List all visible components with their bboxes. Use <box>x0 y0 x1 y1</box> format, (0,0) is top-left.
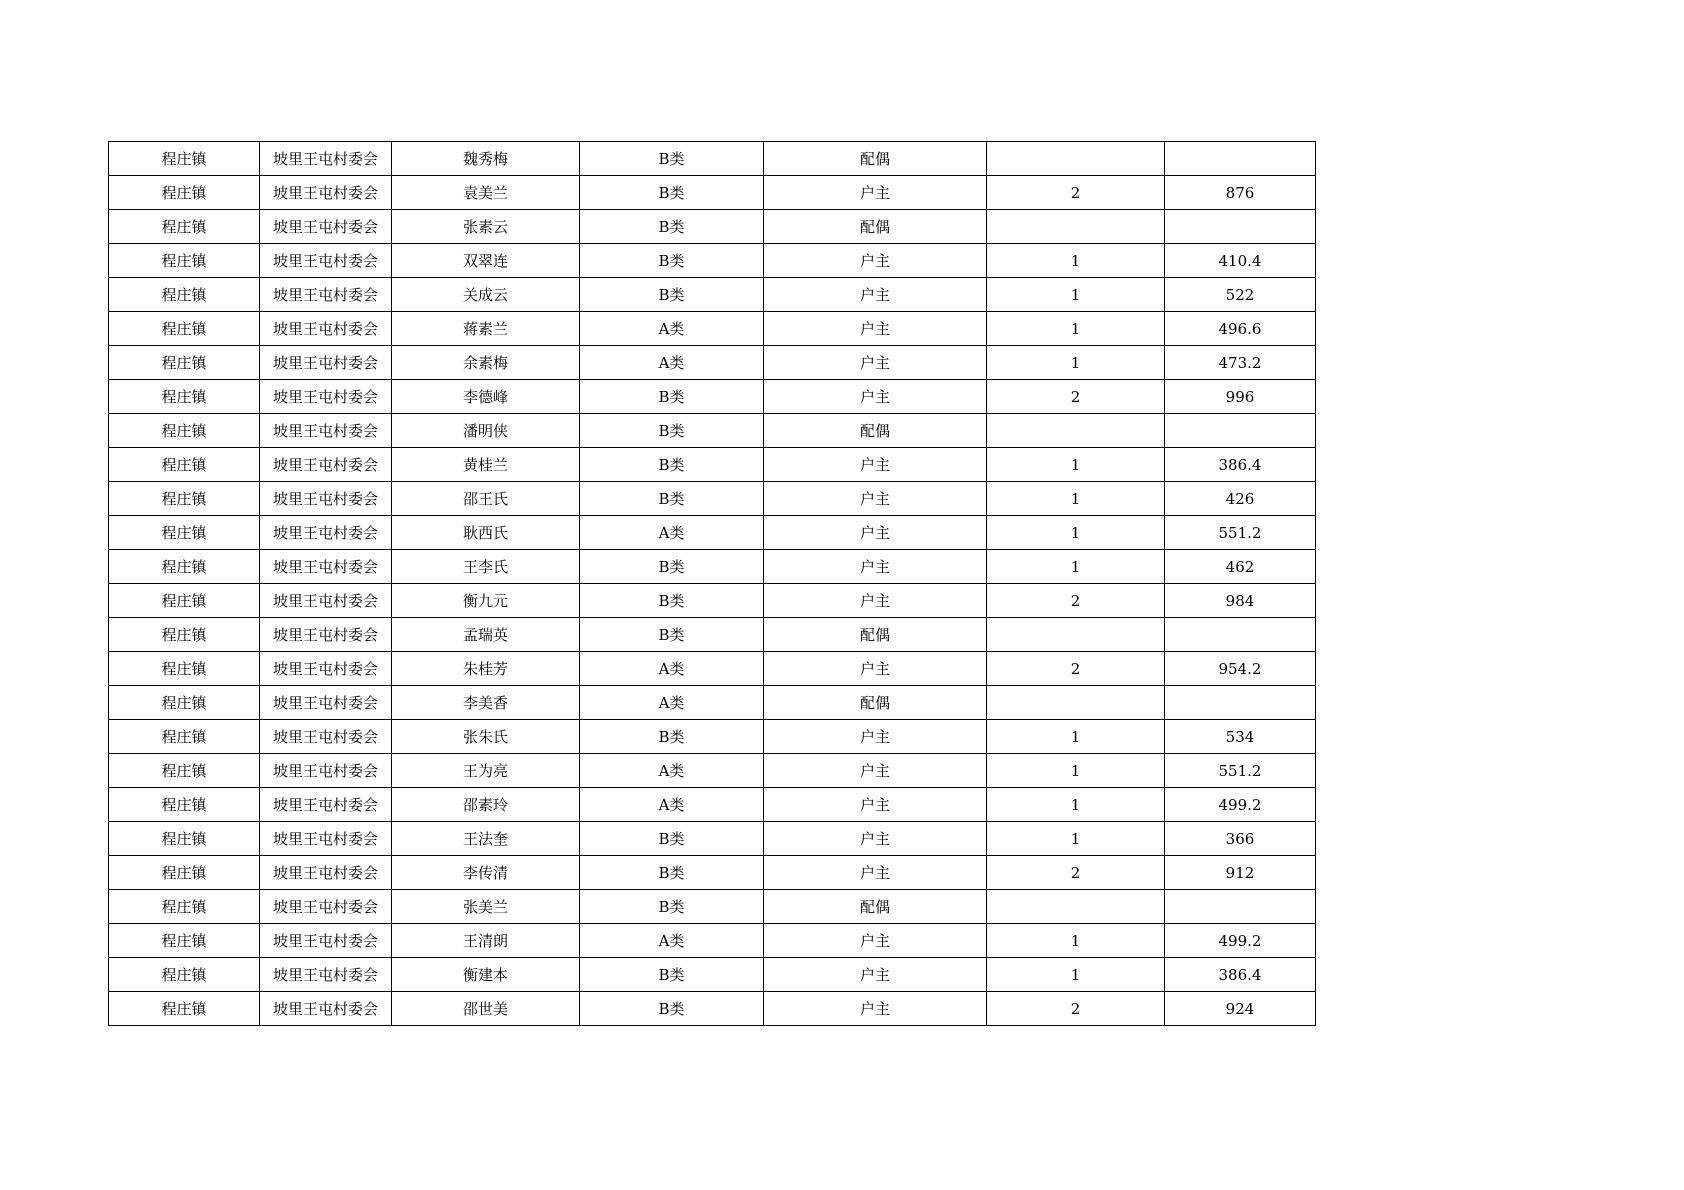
table-row <box>109 686 1316 720</box>
name-cell: 朱桂芳 <box>392 652 580 686</box>
category-cell: A类 <box>580 652 764 686</box>
table-row <box>109 210 1316 244</box>
category-cell: B类 <box>580 244 764 278</box>
village-cell: 坡里王屯村委会 <box>260 414 392 448</box>
category-cell: B类 <box>580 890 764 924</box>
village-cell: 坡里王屯村委会 <box>260 720 392 754</box>
village-cell: 坡里王屯村委会 <box>260 380 392 414</box>
village-cell: 坡里王屯村委会 <box>260 958 392 992</box>
village-cell: 坡里王屯村委会 <box>260 924 392 958</box>
table-row <box>109 958 1316 992</box>
category-cell: A类 <box>580 754 764 788</box>
amount-cell: 522 <box>1165 278 1316 312</box>
category-cell: B类 <box>580 210 764 244</box>
count-cell <box>987 618 1165 652</box>
count-cell <box>987 890 1165 924</box>
category-cell: B类 <box>580 278 764 312</box>
name-cell: 邵世美 <box>392 992 580 1026</box>
table-row <box>109 244 1316 278</box>
amount-cell: 876 <box>1165 176 1316 210</box>
village-cell: 坡里王屯村委会 <box>260 652 392 686</box>
relation-cell: 户主 <box>764 516 987 550</box>
relation-cell: 配偶 <box>764 210 987 244</box>
name-cell: 袁美兰 <box>392 176 580 210</box>
name-cell: 蒋素兰 <box>392 312 580 346</box>
count-cell: 2 <box>987 992 1165 1026</box>
category-cell: B类 <box>580 380 764 414</box>
name-cell: 黄桂兰 <box>392 448 580 482</box>
table-row <box>109 720 1316 754</box>
amount-cell: 410.4 <box>1165 244 1316 278</box>
name-cell: 王为亮 <box>392 754 580 788</box>
village-cell: 坡里王屯村委会 <box>260 210 392 244</box>
count-cell: 1 <box>987 754 1165 788</box>
village-cell: 坡里王屯村委会 <box>260 516 392 550</box>
category-cell: B类 <box>580 822 764 856</box>
amount-cell: 996 <box>1165 380 1316 414</box>
town-cell: 程庄镇 <box>109 822 260 856</box>
village-cell: 坡里王屯村委会 <box>260 856 392 890</box>
count-cell <box>987 414 1165 448</box>
relation-cell: 户主 <box>764 652 987 686</box>
count-cell <box>987 142 1165 176</box>
table-row <box>109 550 1316 584</box>
relation-cell: 户主 <box>764 278 987 312</box>
count-cell: 2 <box>987 856 1165 890</box>
name-cell: 李传清 <box>392 856 580 890</box>
relation-cell: 配偶 <box>764 142 987 176</box>
village-cell: 坡里王屯村委会 <box>260 312 392 346</box>
count-cell: 1 <box>987 958 1165 992</box>
amount-cell: 473.2 <box>1165 346 1316 380</box>
count-cell: 1 <box>987 550 1165 584</box>
amount-cell: 551.2 <box>1165 754 1316 788</box>
table-body <box>109 142 1316 1026</box>
table-row <box>109 652 1316 686</box>
town-cell: 程庄镇 <box>109 516 260 550</box>
amount-cell <box>1165 618 1316 652</box>
count-cell <box>987 210 1165 244</box>
town-cell: 程庄镇 <box>109 482 260 516</box>
count-cell: 1 <box>987 720 1165 754</box>
amount-cell <box>1165 142 1316 176</box>
town-cell: 程庄镇 <box>109 550 260 584</box>
table-row <box>109 482 1316 516</box>
relation-cell: 户主 <box>764 788 987 822</box>
name-cell: 潘明侠 <box>392 414 580 448</box>
relation-cell: 户主 <box>764 482 987 516</box>
name-cell: 关成云 <box>392 278 580 312</box>
table-row <box>109 924 1316 958</box>
village-cell: 坡里王屯村委会 <box>260 244 392 278</box>
table-row <box>109 516 1316 550</box>
relation-cell: 配偶 <box>764 618 987 652</box>
table-row <box>109 346 1316 380</box>
amount-cell: 954.2 <box>1165 652 1316 686</box>
village-cell: 坡里王屯村委会 <box>260 584 392 618</box>
village-cell: 坡里王屯村委会 <box>260 448 392 482</box>
amount-cell <box>1165 890 1316 924</box>
town-cell: 程庄镇 <box>109 924 260 958</box>
town-cell: 程庄镇 <box>109 788 260 822</box>
relation-cell: 户主 <box>764 244 987 278</box>
category-cell: B类 <box>580 992 764 1026</box>
name-cell: 双翠连 <box>392 244 580 278</box>
amount-cell <box>1165 414 1316 448</box>
name-cell: 王法奎 <box>392 822 580 856</box>
village-cell: 坡里王屯村委会 <box>260 550 392 584</box>
town-cell: 程庄镇 <box>109 754 260 788</box>
village-cell: 坡里王屯村委会 <box>260 788 392 822</box>
category-cell: B类 <box>580 414 764 448</box>
count-cell: 1 <box>987 516 1165 550</box>
relation-cell: 户主 <box>764 992 987 1026</box>
count-cell: 2 <box>987 652 1165 686</box>
amount-cell: 366 <box>1165 822 1316 856</box>
name-cell: 余素梅 <box>392 346 580 380</box>
relation-cell: 户主 <box>764 550 987 584</box>
table-row <box>109 890 1316 924</box>
amount-cell: 386.4 <box>1165 958 1316 992</box>
category-cell: B类 <box>580 584 764 618</box>
town-cell: 程庄镇 <box>109 958 260 992</box>
town-cell: 程庄镇 <box>109 720 260 754</box>
count-cell: 1 <box>987 482 1165 516</box>
amount-cell: 496.6 <box>1165 312 1316 346</box>
count-cell: 1 <box>987 244 1165 278</box>
village-cell: 坡里王屯村委会 <box>260 346 392 380</box>
name-cell: 李德峰 <box>392 380 580 414</box>
data-table <box>108 141 1316 1026</box>
category-cell: A类 <box>580 924 764 958</box>
category-cell: A类 <box>580 788 764 822</box>
table-row <box>109 278 1316 312</box>
town-cell: 程庄镇 <box>109 992 260 1026</box>
category-cell: B类 <box>580 448 764 482</box>
village-cell: 坡里王屯村委会 <box>260 890 392 924</box>
table-row <box>109 788 1316 822</box>
amount-cell: 499.2 <box>1165 924 1316 958</box>
town-cell: 程庄镇 <box>109 244 260 278</box>
category-cell: A类 <box>580 516 764 550</box>
name-cell: 李美香 <box>392 686 580 720</box>
relation-cell: 户主 <box>764 312 987 346</box>
relation-cell: 户主 <box>764 720 987 754</box>
name-cell: 衡九元 <box>392 584 580 618</box>
relation-cell: 户主 <box>764 924 987 958</box>
category-cell: B类 <box>580 176 764 210</box>
village-cell: 坡里王屯村委会 <box>260 142 392 176</box>
table-row <box>109 176 1316 210</box>
count-cell: 1 <box>987 788 1165 822</box>
table-row <box>109 822 1316 856</box>
town-cell: 程庄镇 <box>109 346 260 380</box>
amount-cell: 551.2 <box>1165 516 1316 550</box>
amount-cell: 499.2 <box>1165 788 1316 822</box>
town-cell: 程庄镇 <box>109 142 260 176</box>
category-cell: B类 <box>580 958 764 992</box>
count-cell <box>987 686 1165 720</box>
amount-cell <box>1165 210 1316 244</box>
table-row <box>109 448 1316 482</box>
category-cell: B类 <box>580 856 764 890</box>
table-row <box>109 618 1316 652</box>
table-row <box>109 312 1316 346</box>
category-cell: A类 <box>580 346 764 380</box>
table-row <box>109 856 1316 890</box>
town-cell: 程庄镇 <box>109 210 260 244</box>
village-cell: 坡里王屯村委会 <box>260 278 392 312</box>
amount-cell: 924 <box>1165 992 1316 1026</box>
relation-cell: 户主 <box>764 380 987 414</box>
name-cell: 王清朗 <box>392 924 580 958</box>
town-cell: 程庄镇 <box>109 856 260 890</box>
town-cell: 程庄镇 <box>109 652 260 686</box>
town-cell: 程庄镇 <box>109 890 260 924</box>
name-cell: 张素云 <box>392 210 580 244</box>
relation-cell: 户主 <box>764 958 987 992</box>
count-cell: 2 <box>987 176 1165 210</box>
town-cell: 程庄镇 <box>109 380 260 414</box>
village-cell: 坡里王屯村委会 <box>260 482 392 516</box>
amount-cell: 462 <box>1165 550 1316 584</box>
relation-cell: 户主 <box>764 822 987 856</box>
count-cell: 1 <box>987 448 1165 482</box>
category-cell: B类 <box>580 142 764 176</box>
relation-cell: 户主 <box>764 346 987 380</box>
town-cell: 程庄镇 <box>109 686 260 720</box>
table-row <box>109 584 1316 618</box>
name-cell: 衡建本 <box>392 958 580 992</box>
village-cell: 坡里王屯村委会 <box>260 822 392 856</box>
count-cell: 1 <box>987 924 1165 958</box>
town-cell: 程庄镇 <box>109 448 260 482</box>
village-cell: 坡里王屯村委会 <box>260 686 392 720</box>
town-cell: 程庄镇 <box>109 584 260 618</box>
count-cell: 2 <box>987 380 1165 414</box>
relation-cell: 户主 <box>764 754 987 788</box>
town-cell: 程庄镇 <box>109 278 260 312</box>
table-row <box>109 414 1316 448</box>
village-cell: 坡里王屯村委会 <box>260 992 392 1026</box>
village-cell: 坡里王屯村委会 <box>260 176 392 210</box>
relation-cell: 配偶 <box>764 686 987 720</box>
table-row <box>109 754 1316 788</box>
table-row <box>109 992 1316 1026</box>
table-row <box>109 142 1316 176</box>
category-cell: B类 <box>580 618 764 652</box>
name-cell: 耿西氏 <box>392 516 580 550</box>
table-row <box>109 380 1316 414</box>
village-cell: 坡里王屯村委会 <box>260 754 392 788</box>
relation-cell: 户主 <box>764 856 987 890</box>
village-cell: 坡里王屯村委会 <box>260 618 392 652</box>
category-cell: B类 <box>580 482 764 516</box>
count-cell: 1 <box>987 312 1165 346</box>
relation-cell: 户主 <box>764 584 987 618</box>
relation-cell: 配偶 <box>764 890 987 924</box>
amount-cell: 912 <box>1165 856 1316 890</box>
count-cell: 1 <box>987 346 1165 380</box>
town-cell: 程庄镇 <box>109 618 260 652</box>
count-cell: 2 <box>987 584 1165 618</box>
name-cell: 邵王氏 <box>392 482 580 516</box>
category-cell: B类 <box>580 550 764 584</box>
name-cell: 魏秀梅 <box>392 142 580 176</box>
category-cell: A类 <box>580 686 764 720</box>
amount-cell: 984 <box>1165 584 1316 618</box>
town-cell: 程庄镇 <box>109 176 260 210</box>
amount-cell: 534 <box>1165 720 1316 754</box>
town-cell: 程庄镇 <box>109 312 260 346</box>
relation-cell: 户主 <box>764 448 987 482</box>
category-cell: A类 <box>580 312 764 346</box>
town-cell: 程庄镇 <box>109 414 260 448</box>
amount-cell <box>1165 686 1316 720</box>
category-cell: B类 <box>580 720 764 754</box>
name-cell: 张朱氏 <box>392 720 580 754</box>
count-cell: 1 <box>987 822 1165 856</box>
name-cell: 张美兰 <box>392 890 580 924</box>
name-cell: 王李氏 <box>392 550 580 584</box>
relation-cell: 户主 <box>764 176 987 210</box>
relation-cell: 配偶 <box>764 414 987 448</box>
amount-cell: 426 <box>1165 482 1316 516</box>
name-cell: 孟瑞英 <box>392 618 580 652</box>
count-cell: 1 <box>987 278 1165 312</box>
amount-cell: 386.4 <box>1165 448 1316 482</box>
name-cell: 邵素玲 <box>392 788 580 822</box>
